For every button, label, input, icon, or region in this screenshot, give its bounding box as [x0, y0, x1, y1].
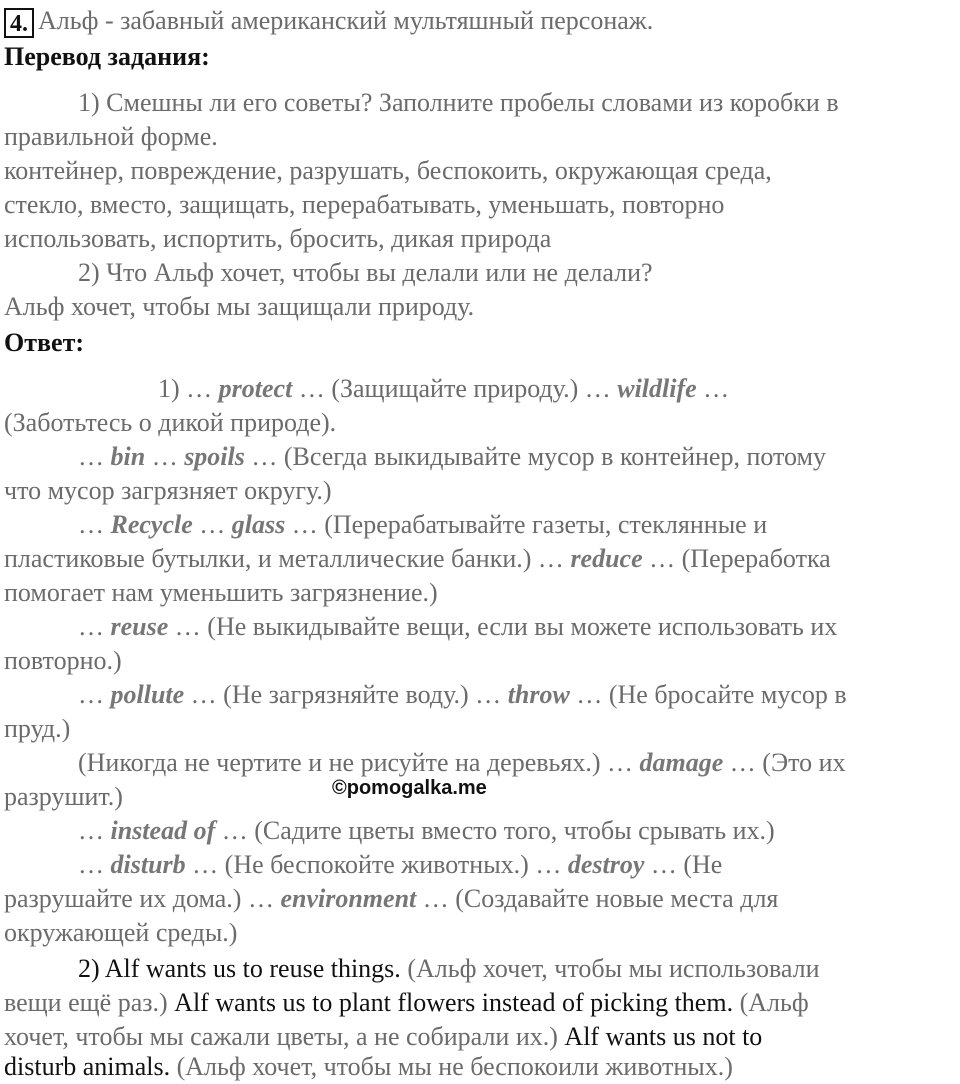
answer-text: … (Не выкидывайте вещи, если вы можете использовать их: [168, 612, 838, 641]
russian-translation: хочет, чтобы мы сажали цветы, а не собирали их.): [4, 1022, 565, 1051]
answer-text: … (Не загрязняйте воду.) …: [184, 680, 508, 709]
answer-text: пластиковые бутылки, и металлические банки.) …: [4, 544, 571, 573]
task-intro: Альф - забавный американский мультяшный персонаж.: [38, 6, 654, 35]
english-answer: Alf wants us to plant flowers instead of picking them.: [174, 988, 734, 1017]
answer-text: …: [78, 816, 111, 845]
answer-text: … (Всегда выкидывайте мусор в контейнер, потому: [244, 442, 827, 471]
answer-text: …: [192, 510, 232, 539]
answer-text: …: [78, 510, 111, 539]
answer-line-7: помогает нам уменьшить загрязнение.): [4, 578, 438, 607]
answer-line-2: (Заботьтесь о дикой природе).: [4, 408, 337, 437]
word-box-line-1: контейнер, повреждение, разрушать, беспокоить, окружающая среда,: [4, 156, 772, 185]
answer-heading: Ответ:: [4, 328, 85, 357]
russian-translation: (Альф хочет, чтобы мы не беспокоили животных.): [170, 1052, 733, 1081]
russian-translation: (Альф хочет, чтобы мы использовали: [400, 954, 820, 983]
answer-text: … (Не бросайте мусор в: [569, 680, 847, 709]
answer-line-4: что мусор загрязняет округу.): [4, 476, 332, 505]
answer-line-16: [4, 882, 778, 916]
answer-word-disturb: disturb: [110, 850, 186, 879]
answer-word-damage: damage: [639, 748, 724, 777]
answer-line-1: [158, 372, 729, 406]
question-2: 2) Что Альф хочет, чтобы вы делали или не делали?: [78, 258, 653, 287]
answer-word-glass: glass: [231, 510, 286, 539]
answer-line-15: [78, 848, 722, 882]
answer-text: … (Садите цветы вместо того, чтобы срывать их.): [215, 816, 775, 845]
answer-text: …: [696, 374, 730, 403]
answer-word-protect: protect: [218, 374, 293, 403]
answer-word-reduce: reduce: [570, 544, 643, 573]
answer-text: … (Переработка: [642, 544, 831, 573]
watermark: ©pomogalka.me: [332, 777, 487, 799]
answer-text: …: [78, 680, 111, 709]
answer-line-5: [78, 508, 767, 542]
answer-text: … (Не: [644, 850, 723, 879]
word-box-line-3: использовать, испортить, бросить, дикая природа: [4, 224, 552, 253]
part-2-line-2: [4, 986, 809, 1020]
translation-heading: Перевод задания:: [4, 42, 210, 71]
answer-line-12: [78, 746, 846, 780]
answer-line-11: пруд.): [4, 714, 71, 743]
answer-word-destroy: destroy: [567, 850, 645, 879]
answer-word-wildlife: wildlife: [617, 374, 697, 403]
answer-line-6: [4, 542, 831, 576]
answer-word-pollute: pollute: [110, 680, 185, 709]
answer-text: разрушайте их дома.) …: [4, 884, 281, 913]
answer-line-13: разрушит.): [4, 782, 123, 811]
answer-text: … (Не беспокойте животных.) …: [185, 850, 568, 879]
question-2-example: Альф хочет, чтобы мы защищали природу.: [4, 292, 475, 321]
word-box-line-2: стекло, вместо, защищать, перерабатывать, уменьшать, повторно: [4, 190, 725, 219]
answer-text: (Никогда не чертите и не рисуйте на деревьях.) …: [78, 748, 640, 777]
answer-text: … (Создавайте новые места для: [416, 884, 779, 913]
task-number-box: 4.: [4, 8, 34, 38]
english-answer: Alf wants us not to: [564, 1022, 763, 1051]
question-1-line-2: правильной форме.: [4, 122, 218, 151]
answer-text: … (Перерабатывайте газеты, стеклянные и: [285, 510, 768, 539]
answer-line-3: [78, 440, 826, 474]
question-1-line-1: 1) Смешны ли его советы? Заполните пробелы словами из коробки в: [78, 88, 839, 117]
answer-text: … (Это их: [723, 748, 846, 777]
answer-text: …: [78, 612, 111, 641]
task-intro-line: [4, 4, 653, 38]
part-2-line-3: [4, 1020, 762, 1054]
answer-text: … (Защищайте природу.) …: [292, 374, 618, 403]
answer-word-instead-of: instead of: [110, 816, 216, 845]
answer-line-10: [78, 678, 847, 712]
part-2-line-4: [4, 1050, 733, 1084]
answer-word-throw: throw: [507, 680, 570, 709]
part-2-line-1: [78, 952, 820, 986]
answer-line-14: [78, 814, 775, 848]
english-answer: 2) Alf wants us to reuse things.: [78, 954, 401, 983]
answer-line-17: окружающей среды.): [4, 918, 238, 947]
answer-word-recycle: Recycle: [110, 510, 193, 539]
answer-word-spoils: spoils: [184, 442, 245, 471]
answer-text: …: [78, 850, 111, 879]
answer-word-environment: environment: [280, 884, 417, 913]
russian-translation: (Альф: [733, 988, 809, 1017]
answer-line-9: повторно.): [4, 646, 122, 675]
english-answer: disturb animals.: [4, 1052, 171, 1081]
russian-translation: вещи ещё раз.): [4, 988, 175, 1017]
answer-word-bin: bin: [110, 442, 146, 471]
answer-text: 1) …: [158, 374, 219, 403]
answer-text: …: [78, 442, 111, 471]
answer-word-reuse: reuse: [110, 612, 169, 641]
answer-line-8: [78, 610, 837, 644]
answer-text: …: [145, 442, 185, 471]
